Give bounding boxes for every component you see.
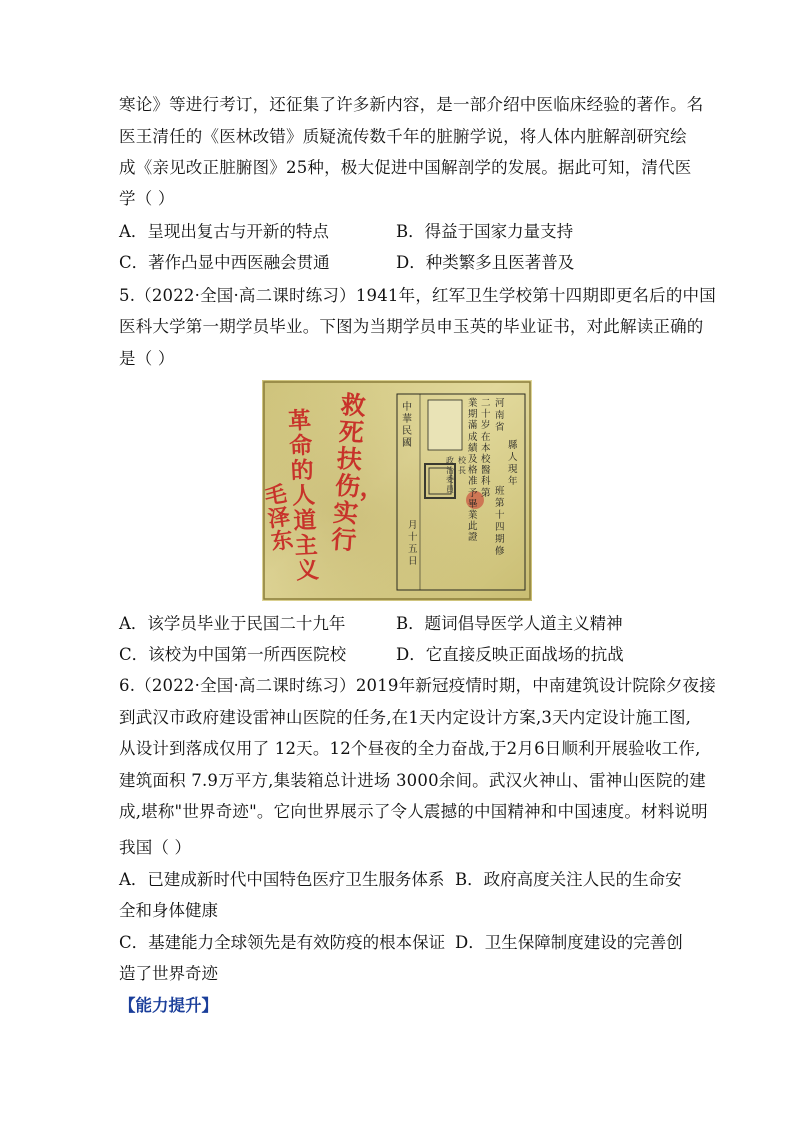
q4-text-line-1: 寒论》等进行考订，还征集了许多新内容，是一部介绍中医临床经验的著作。名 xyxy=(119,95,704,114)
q4-text-line-2: 医王清任的《医林改错》质疑流传数千年的脏腑学说，将人体内脏解剖研究绘 xyxy=(119,127,687,146)
q5-option-c: C．该校为中国第一所西医院校 xyxy=(119,645,347,664)
q6-option-b: B．政府高度关注人民的生命安 xyxy=(455,870,682,889)
cert-col-6: 縣人現年 xyxy=(508,440,518,487)
calligraphy-left-column: 革命的人道主义 xyxy=(287,406,320,585)
q6-text-line-4: 建筑面积 7.9万平方,集装箱总计进场 3000余间。武汉火神山、雷神山医院的建 xyxy=(119,771,706,790)
cert-col-5: 班第十四期修 xyxy=(495,486,505,557)
cert-col-1: 二十岁在本校醫科第 xyxy=(481,398,491,499)
q6-text-line-2: 到武汉市政府建设雷神山医院的任务,在1天内定设计方案,3天内定设计施工图, xyxy=(119,708,692,727)
q6-option-d-continued: 造了世界奇迹 xyxy=(119,964,218,983)
q4-option-c: C．著作凸显中西医融会贯通 xyxy=(119,253,330,272)
q6-text-line-6: 我国（ ） xyxy=(119,838,192,857)
q5-text-line-3: 是（ ） xyxy=(119,349,175,368)
q6-option-b-continued: 全和身体健康 xyxy=(119,901,218,920)
section-heading: 【能力提升】 xyxy=(119,996,218,1015)
q6-text-line-1: 6.（2022·全国·高二课时练习）2019年新冠疫情时期，中南建筑设计院除夕夜接 xyxy=(119,676,716,695)
cert-col-commissar: 政治委員 xyxy=(446,456,454,494)
calligraphy-signature: 毛泽东 xyxy=(263,481,295,556)
q5-option-d: D．它直接反映正面战场的抗战 xyxy=(396,645,624,664)
q6-text-line-5: 成,堪称"世界奇迹"。它向世界展示了令人震撼的中国精神和中国速度。材料说明 xyxy=(119,802,708,821)
cert-col-principal: 校長 xyxy=(458,456,466,475)
cert-col-2: 業期滿成績及格准予畢業此證 xyxy=(468,398,478,544)
cert-col-7: 河南省 xyxy=(495,398,505,433)
graduation-certificate-image xyxy=(262,380,532,601)
q4-option-d: D．种类繁多且医著普及 xyxy=(396,253,575,272)
q5-option-b: B．题词倡导医学人道主义精神 xyxy=(396,614,623,633)
q6-option-a: A．已建成新时代中国特色医疗卫生服务体系 xyxy=(119,870,445,889)
q5-text-line-1: 5.（2022·全国·高二课时练习）1941年，红军卫生学校第十四期即更名后的中国 xyxy=(119,286,716,305)
q6-option-c: C．基建能力全球领先是有效防疫的根本保证 xyxy=(119,933,446,952)
q5-text-line-2: 医科大学第一期学员毕业。下图为当期学员申玉英的毕业证书，对此解读正确的 xyxy=(119,317,704,336)
q5-option-a: A．该学员毕业于民国二十九年 xyxy=(119,614,346,633)
q4-option-a: A．呈现出复古与开新的特点 xyxy=(119,222,329,241)
q4-text-line-4: 学（ ） xyxy=(119,189,175,208)
cert-col-date: 月十五日 xyxy=(408,520,418,567)
q4-text-line-3: 成《亲见改正脏腑图》25种，极大促进中国解剖学的发展。据此可知，清代医 xyxy=(119,158,692,177)
q6-text-line-3: 从设计到落成仅用了 12天。12个昼夜的全力奋战,于2月6日顺利开展验收工作, xyxy=(119,739,701,758)
calligraphy-right-column: 救死扶伤，实行 xyxy=(330,390,387,556)
q4-option-b: B．得益于国家力量支持 xyxy=(396,222,574,241)
cert-col-republic: 中華民國 xyxy=(402,402,412,449)
q6-option-d: D．卫生保障制度建设的完善创 xyxy=(455,933,683,952)
